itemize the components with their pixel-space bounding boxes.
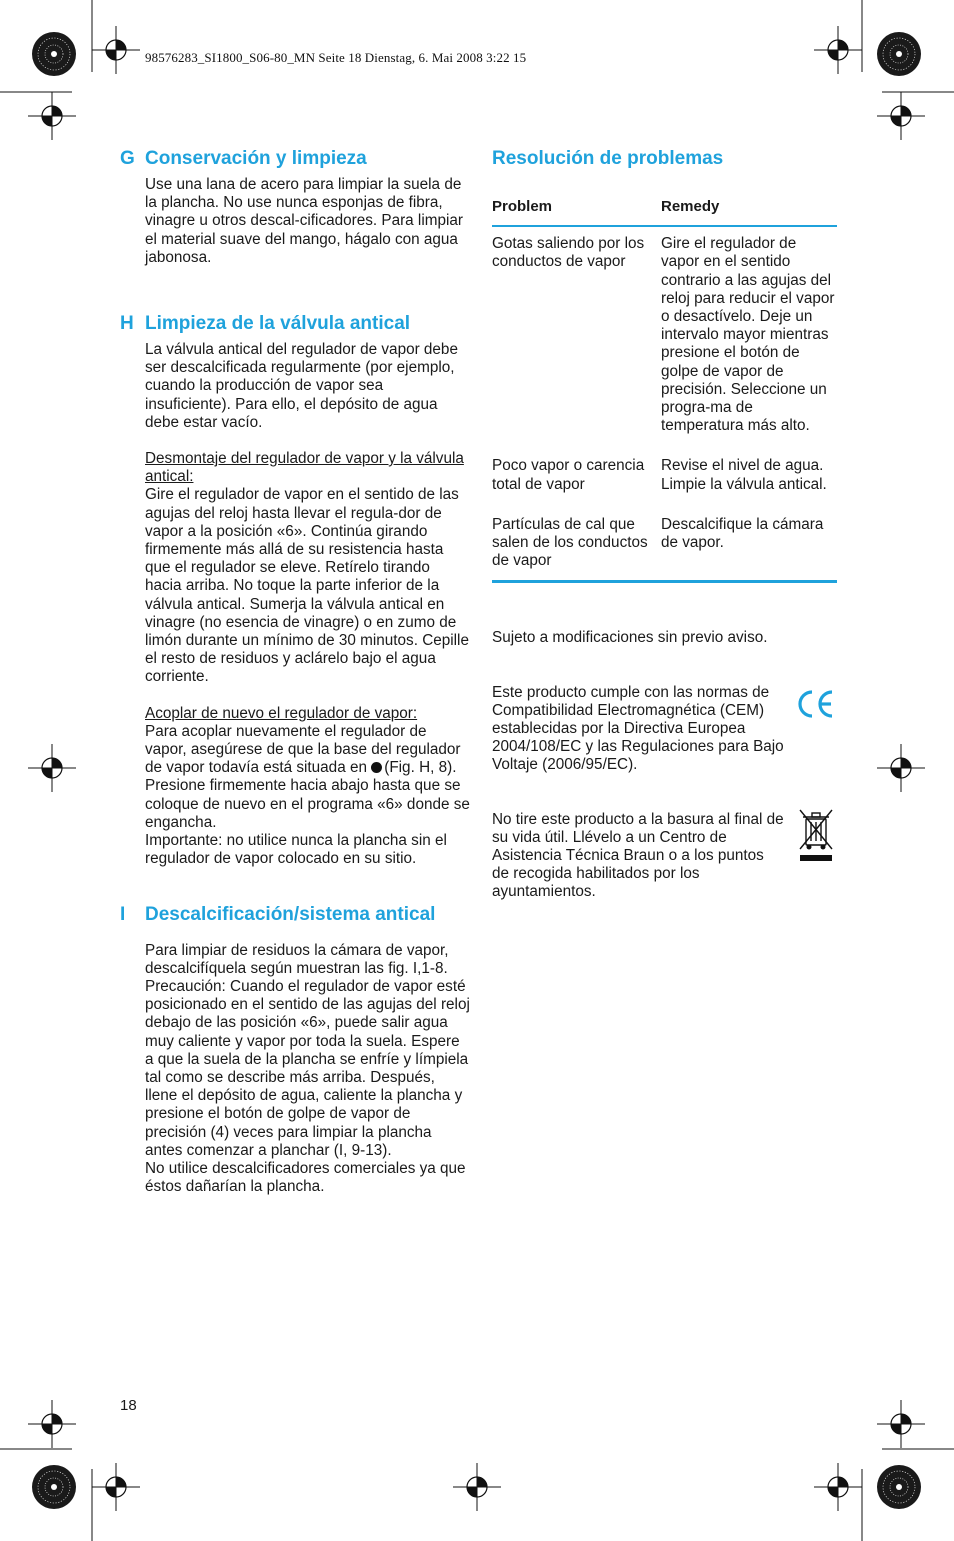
registration-mark-icon: [453, 1463, 501, 1511]
paragraph-part: (Fig. H, 8). Presione firmemente hacia abajo hasta que se coloque de nuevo en el programa «6» donde se engancha.: [145, 759, 470, 831]
section-h-title: [120, 311, 470, 337]
subject-to-change-note: Sujeto a modificaciones sin previo aviso.: [492, 629, 768, 647]
table-row: [492, 449, 837, 507]
ce-notice-text: Este producto cumple con las normas de Compatibilidad Electromagnética (CEM) establecidas por la Directiva Europea 2004/108/EC y las Regulaciones para Bajo Voltaje (2006/95/EC).: [492, 683, 784, 774]
crossed-bin-icon: [797, 807, 835, 863]
problem-cell: Poco vapor o carencia total de vapor: [492, 457, 645, 493]
section-i-title: [120, 902, 470, 928]
registration-mark-icon: [92, 26, 140, 74]
registration-mark-icon: [814, 1463, 862, 1511]
subheading: Acoplar de nuevo el regulador de vapor:: [145, 704, 418, 722]
section-title: Conservación y limpieza: [145, 148, 367, 169]
troubleshooting-table: [492, 186, 837, 583]
section-g: [120, 146, 470, 267]
paragraph: [145, 723, 470, 832]
position-dot-icon: [371, 762, 382, 773]
section-title: Descalcificación/sistema antical: [145, 903, 436, 925]
registration-mark-icon: [92, 1463, 140, 1511]
registration-mark-icon: [28, 744, 76, 792]
color-registration-star-icon: [877, 32, 921, 76]
table-row: [492, 508, 837, 582]
remedy-cell: Revise el nivel de agua. Limpie la válvula antical.: [661, 457, 827, 493]
subheading: Desmontaje del regulador de vapor y la válvula antical:: [145, 450, 464, 486]
remedy-cell: Gire el regulador de vapor en el sentido contrario a las agujas del reloj para reducir el vapor o desactívelo. Deje un intervalo mayor mientras presione el botón de golpe de vapor de precisión. Seleccione un progra-ma de temperatura más alto.: [661, 235, 835, 435]
paragraph-part: Para acoplar nuevamente el regulador de vapor, asegúrese de que la base del regulador de vapor todavía está situada en: [145, 722, 461, 777]
registration-mark-icon: [28, 1400, 76, 1448]
column-header-remedy: Remedy: [661, 186, 837, 226]
registration-mark-icon: [877, 92, 925, 140]
left-column: [120, 146, 470, 1196]
section-letter: H: [120, 313, 134, 335]
section-letter: I: [120, 903, 126, 925]
print-slug: 98576283_SI1800_S06-80_MN Seite 18 Dienstag, 6. Mai 2008 3:22 15: [145, 50, 527, 65]
ce-mark-icon: [795, 688, 835, 720]
section-letter: G: [120, 148, 135, 169]
right-column: [492, 146, 837, 902]
problem-cell: Partículas de cal que salen de los conductos de vapor: [492, 508, 661, 582]
table-header-row: [492, 186, 837, 226]
paragraph: Importante: no utilice nunca la plancha sin el regulador de vapor colocado en su sitio.: [145, 832, 447, 868]
section-h: [120, 311, 470, 868]
table-row: [492, 226, 837, 449]
remedy-cell: Descalcifique la cámara de vapor.: [661, 508, 837, 582]
disposal-notice: [492, 811, 837, 902]
problem-cell: Gotas saliendo por los conductos de vapor: [492, 235, 645, 271]
page-number: 18: [120, 1397, 137, 1414]
color-registration-star-icon: [877, 1465, 921, 1509]
troubleshooting-title: Resolución de problemas: [492, 148, 724, 169]
registration-mark-icon: [877, 1400, 925, 1448]
registration-mark-icon: [814, 26, 862, 74]
ce-notice: [492, 684, 837, 775]
registration-mark-icon: [877, 744, 925, 792]
paragraph: Gire el regulador de vapor en el sentido de las agujas del reloj hasta llevar el regula-dor de vapor a la posición «6». Continúa girando firmemente más allá de su resistencia hasta que el regulador se eleve. Retírelo tirando hacia arriba. No toque la parte inferior de la válvula antical. Sumerja la válvula antical en vinagre (no esencia de vinagre) o en zumo de limón durante un mínimo de 30 minutos. Cepille el resto de residuos y aclárelo bajo el agua corriente.: [145, 486, 469, 686]
section-g-title: [120, 146, 470, 172]
section-title: Limpieza de la válvula antical: [145, 313, 411, 335]
paragraph: Para limpiar de residuos la cámara de vapor, descalcifíquela según muestran las fig. I,1-8. Precaución: Cuando el regulador de vapor esté posicionado en el sentido de las agujas del reloj debajo de las posición «6», puede salir agua muy caliente y vapor por toda la suela. Espere a que la suela de la plancha se enfríe y límpiela tal como se describe más arriba. Después, llene el depósito de agua, caliente la plancha y presione el botón de golpe de vapor de precisión (4) veces para limpiar la plancha antes comenzar a planchar (I, 9-13).: [145, 941, 470, 1159]
paragraph: No utilice descalcificadores comerciales ya que éstos dañarían la plancha.: [145, 1159, 466, 1196]
paragraph: Use una lana de acero para limpiar la suela de la plancha. No use nunca esponjas de fibra, vinagre u otros descal-cificadores. Para limpiar el material suave del mango, hágalo con agua jabonosa.: [145, 176, 463, 266]
color-registration-star-icon: [32, 1465, 76, 1509]
disposal-notice-text: No tire este producto a la basura al final de su vida útil. Llévelo a un Centro de Asistencia Técnica Braun o a los puntos de recogida habilitados por los ayuntamientos.: [492, 810, 784, 901]
color-registration-star-icon: [32, 32, 76, 76]
paragraph: La válvula antical del regulador de vapor debe ser descalcificada regularmente (por ejemplo, cuando la producción de vapor sea insuficiente). Para ello, el depósito de agua debe estar vacío.: [145, 341, 458, 431]
column-header-problem: Problem: [492, 186, 661, 226]
registration-mark-icon: [28, 92, 76, 140]
section-i: [120, 902, 470, 1197]
